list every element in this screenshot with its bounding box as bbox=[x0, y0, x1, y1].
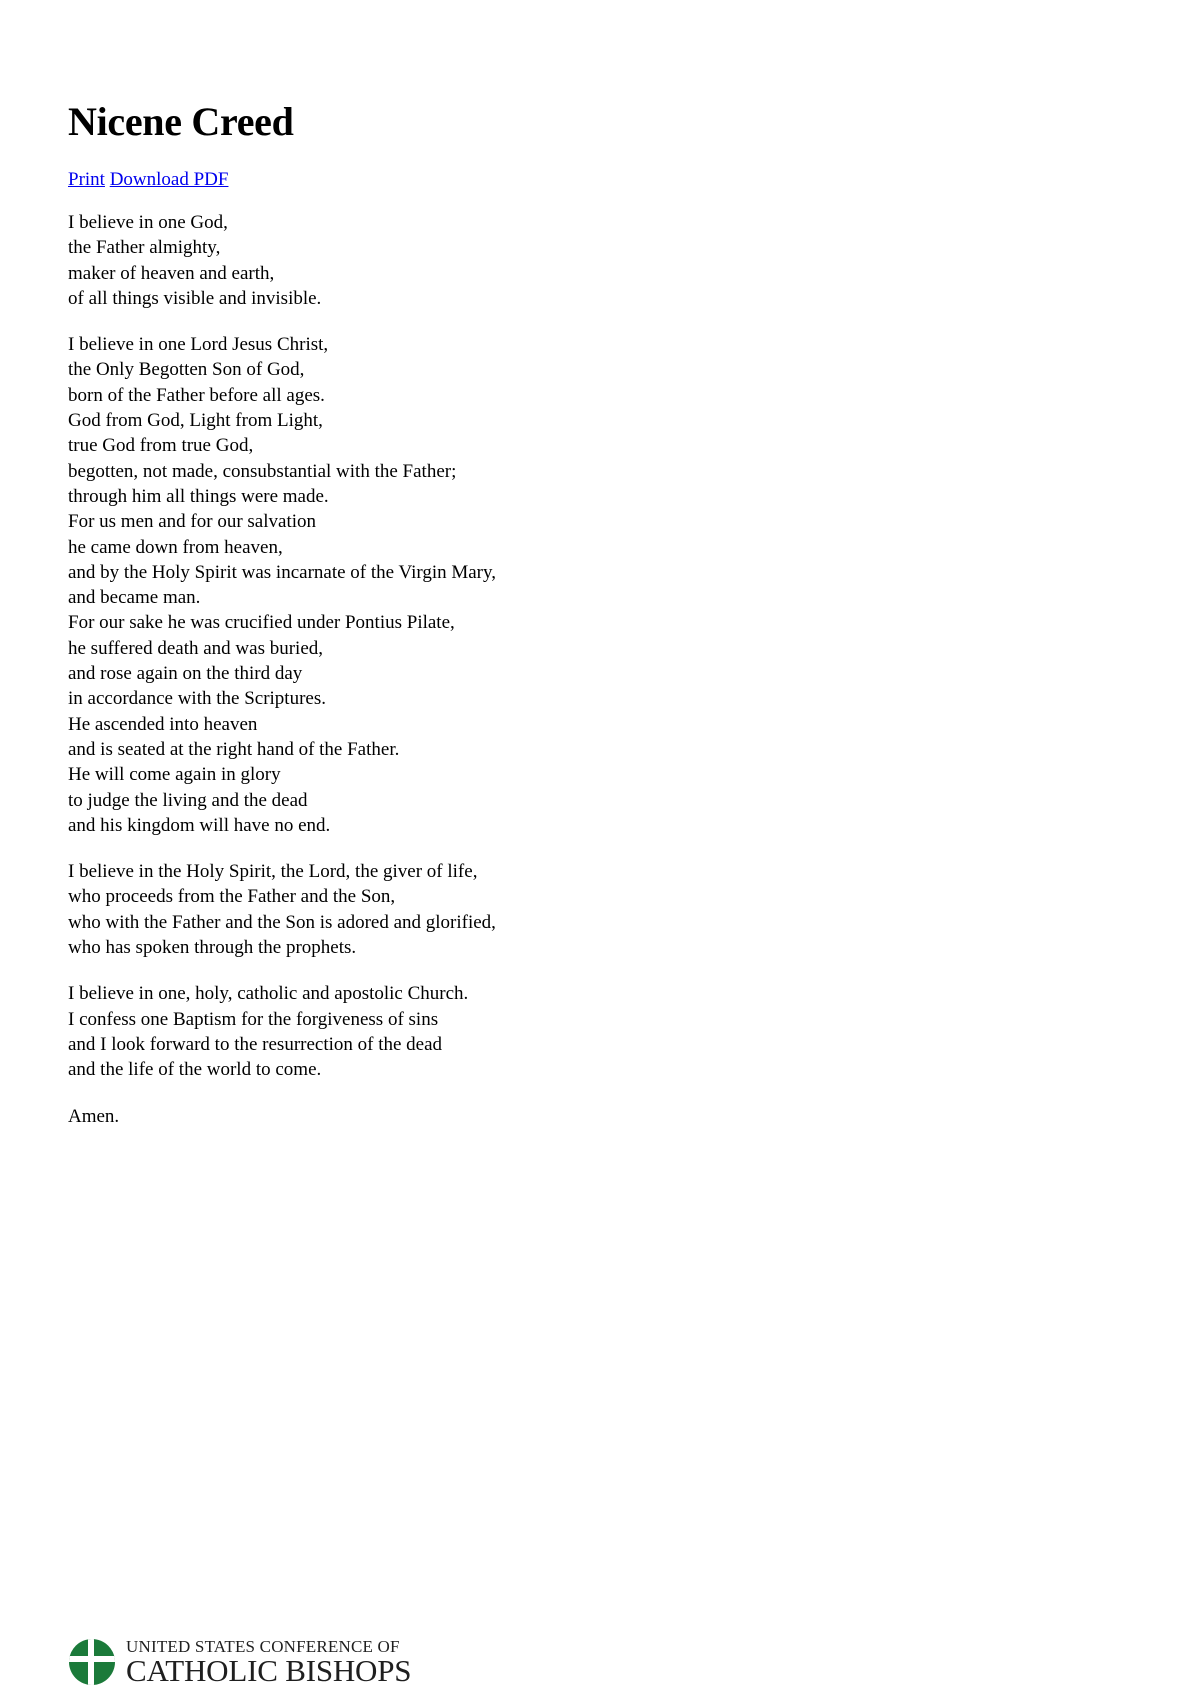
logo-line-1: UNITED STATES CONFERENCE OF bbox=[126, 1637, 400, 1656]
text-line: born of the Father before all ages. bbox=[68, 384, 325, 406]
document-page bbox=[68, 96, 1128, 1150]
stanza bbox=[68, 859, 1128, 960]
text-line: For our sake he was crucified under Pontius Pilate, bbox=[68, 612, 455, 634]
text-line: who has spoken through the prophets. bbox=[68, 937, 357, 959]
text-line: and the life of the world to come. bbox=[68, 1059, 322, 1081]
text-line: and I look forward to the resurrection of the dead bbox=[68, 1033, 443, 1055]
text-line: he came down from heaven, bbox=[68, 536, 283, 558]
text-line: He will come again in glory bbox=[68, 764, 281, 786]
text-line: I believe in one Lord Jesus Christ, bbox=[68, 334, 329, 356]
text-line: of all things visible and invisible. bbox=[68, 287, 322, 309]
text-line: I believe in one God, bbox=[68, 212, 228, 233]
text-line: begotten, not made, consubstantial with the Father; bbox=[68, 460, 457, 482]
download-pdf-link[interactable]: Download PDF bbox=[109, 169, 229, 190]
action-links bbox=[68, 168, 1128, 192]
text-line: in accordance with the Scriptures. bbox=[68, 688, 326, 710]
text-line: he suffered death and was buried, bbox=[68, 637, 323, 659]
footer-logo bbox=[68, 1634, 488, 1690]
text-line: and his kingdom will have no end. bbox=[68, 814, 331, 836]
text-line: He ascended into heaven bbox=[68, 713, 258, 735]
text-line: and became man. bbox=[68, 587, 201, 609]
text-line: true God from true God, bbox=[68, 435, 254, 457]
stanza bbox=[68, 210, 1128, 311]
text-line: I confess one Baptism for the forgiveness of sins bbox=[68, 1008, 439, 1030]
text-line: maker of heaven and earth, bbox=[68, 262, 275, 284]
text-line: who with the Father and the Son is adored and glorified, bbox=[68, 911, 496, 933]
logo-line-2: CATHOLIC BISHOPS bbox=[126, 1653, 412, 1688]
text-line: who proceeds from the Father and the Son, bbox=[68, 886, 396, 908]
stanza bbox=[68, 332, 1128, 838]
text-line: and is seated at the right hand of the Father. bbox=[68, 738, 400, 760]
stanza bbox=[68, 981, 1128, 1082]
text-line: and rose again on the third day bbox=[68, 663, 303, 685]
stanza bbox=[68, 1104, 1128, 1129]
text-line: I believe in the Holy Spirit, the Lord, the giver of life, bbox=[68, 861, 478, 883]
text-line: For us men and for our salvation bbox=[68, 511, 317, 533]
page-title: Nicene Creed bbox=[68, 99, 294, 144]
text-line: to judge the living and the dead bbox=[68, 789, 308, 811]
text-line: the Only Begotten Son of God, bbox=[68, 359, 305, 381]
print-link[interactable]: Print bbox=[68, 169, 105, 190]
text-line: and by the Holy Spirit was incarnate of the Virgin Mary, bbox=[68, 561, 497, 583]
usccb-cross-icon bbox=[68, 1638, 116, 1686]
creed-text bbox=[68, 210, 1128, 1129]
text-line: God from God, Light from Light, bbox=[68, 410, 323, 432]
text-line: the Father almighty, bbox=[68, 237, 221, 259]
text-line: I believe in one, holy, catholic and apostolic Church. bbox=[68, 983, 469, 1005]
text-line: Amen. bbox=[68, 1105, 120, 1127]
text-line: through him all things were made. bbox=[68, 485, 329, 507]
logo-text bbox=[126, 1638, 411, 1686]
